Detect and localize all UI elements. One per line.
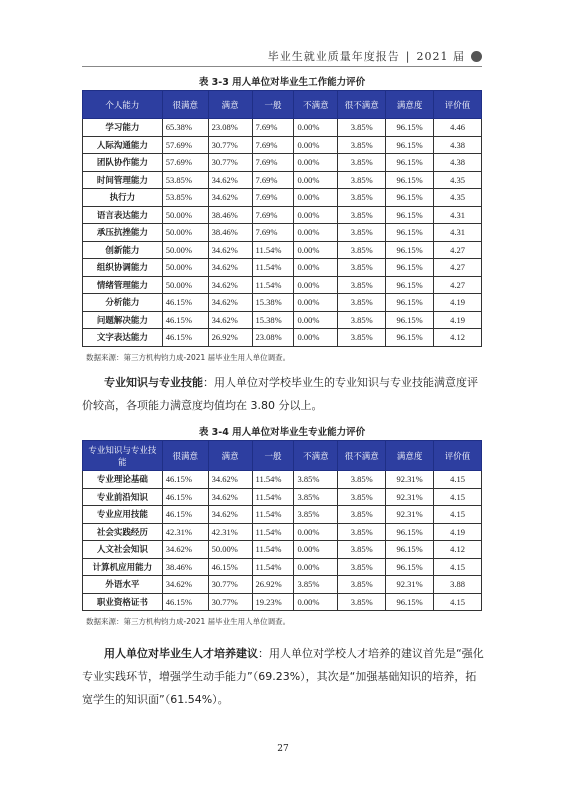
table-cell: 3.85% xyxy=(294,488,338,506)
table-cell: 96.15% xyxy=(386,189,434,207)
table-cell: 26.92% xyxy=(252,576,294,594)
table-cell: 7.69% xyxy=(252,189,294,207)
column-header: 满意 xyxy=(208,441,252,471)
table-cell: 53.85% xyxy=(162,171,208,189)
paragraph-training-suggestions xyxy=(82,642,486,711)
table-cell: 34.62% xyxy=(208,506,252,524)
table-cell: 92.31% xyxy=(386,576,434,594)
table-cell: 0.00% xyxy=(294,224,338,242)
table-cell: 0.00% xyxy=(294,311,338,329)
table-cell: 46.15% xyxy=(162,506,208,524)
table-row xyxy=(83,154,482,172)
table-cell: 11.54% xyxy=(252,471,294,489)
table2-caption: 表 3-4 用人单位对毕业生专业能力评价 xyxy=(198,427,366,438)
column-header: 专业知识与专业技能 xyxy=(83,441,163,471)
table-cell: 34.62% xyxy=(162,576,208,594)
row-label: 团队协作能力 xyxy=(83,154,163,172)
table2-source: 数据来源：第三方机构钧力成-2021 届毕业生用人单位调查。 xyxy=(86,617,291,626)
para2-text: ：用人单位对学校人才培养的建议首先是“强化专业实践环节，增强学生动手能力”（69.23%），其次是“加强基础知识的培养，拓宽学生的知识面”（61.54%）。 xyxy=(82,647,484,706)
table-cell: 92.31% xyxy=(386,488,434,506)
table-cell: 0.00% xyxy=(294,523,338,541)
table-cell: 50.00% xyxy=(162,241,208,259)
table-cell: 4.35 xyxy=(434,189,482,207)
para1-text: ：用人单位对学校毕业生的专业知识与专业技能满意度评价较高，各项能力满意度均值均在 3.80 分以上。 xyxy=(82,376,478,412)
table-cell: 4.31 xyxy=(434,224,482,242)
table-cell: 96.15% xyxy=(386,259,434,277)
table-cell: 7.69% xyxy=(252,224,294,242)
table-cell: 30.77% xyxy=(208,154,252,172)
table-cell: 92.31% xyxy=(386,506,434,524)
table-cell: 3.85% xyxy=(338,206,386,224)
table-cell: 4.27 xyxy=(434,259,482,277)
table-row xyxy=(83,329,482,347)
table-cell: 3.85% xyxy=(338,241,386,259)
table-row xyxy=(83,189,482,207)
table-cell: 38.46% xyxy=(208,224,252,242)
column-header: 很不满意 xyxy=(338,91,386,119)
para1-heading: 专业知识与专业技能 xyxy=(104,376,203,389)
table-cell: 3.85% xyxy=(338,593,386,611)
table-cell: 96.15% xyxy=(386,171,434,189)
table-cell: 46.15% xyxy=(208,558,252,576)
table-cell: 96.15% xyxy=(386,523,434,541)
table-cell: 0.00% xyxy=(294,593,338,611)
table-cell: 4.15 xyxy=(434,506,482,524)
table-row xyxy=(83,171,482,189)
report-year: 2021 届 xyxy=(416,50,465,63)
work-ability-table xyxy=(82,90,482,347)
column-header: 不满意 xyxy=(294,91,338,119)
table1-source: 数据来源：第三方机构钧力成-2021 届毕业生用人单位调查。 xyxy=(86,353,291,362)
table-cell: 4.19 xyxy=(434,523,482,541)
table-cell: 4.35 xyxy=(434,171,482,189)
table-cell: 3.85% xyxy=(338,276,386,294)
table-cell: 30.77% xyxy=(208,136,252,154)
table-cell: 3.85% xyxy=(338,311,386,329)
table-cell: 4.15 xyxy=(434,471,482,489)
table1-caption: 表 3-3 用人单位对毕业生工作能力评价 xyxy=(198,77,366,88)
table-row xyxy=(83,294,482,312)
row-label: 创新能力 xyxy=(83,241,163,259)
table-cell: 3.85% xyxy=(338,506,386,524)
table-cell: 0.00% xyxy=(294,206,338,224)
header-separator: | xyxy=(405,49,411,63)
table-cell: 96.15% xyxy=(386,119,434,137)
table-cell: 7.69% xyxy=(252,136,294,154)
table-cell: 7.69% xyxy=(252,154,294,172)
table-cell: 4.46 xyxy=(434,119,482,137)
table-cell: 38.46% xyxy=(208,206,252,224)
table-cell: 53.85% xyxy=(162,189,208,207)
professional-ability-table xyxy=(82,440,482,611)
row-label: 语言表达能力 xyxy=(83,206,163,224)
row-label: 时间管理能力 xyxy=(83,171,163,189)
table-cell: 4.31 xyxy=(434,206,482,224)
page-number: 27 xyxy=(277,744,289,754)
report-title: 毕业生就业质量年度报告 xyxy=(267,50,400,63)
row-label: 承压抗挫能力 xyxy=(83,224,163,242)
row-label: 职业资格证书 xyxy=(83,593,163,611)
table-cell: 34.62% xyxy=(208,311,252,329)
table-cell: 38.46% xyxy=(162,558,208,576)
row-label: 社会实践经历 xyxy=(83,523,163,541)
table-cell: 96.15% xyxy=(386,558,434,576)
table-cell: 34.62% xyxy=(162,541,208,559)
para2-heading: 用人单位对毕业生人才培养建议 xyxy=(104,647,258,660)
table-row xyxy=(83,541,482,559)
column-header: 满意度 xyxy=(386,91,434,119)
table-cell: 96.15% xyxy=(386,294,434,312)
table-cell: 0.00% xyxy=(294,541,338,559)
table-cell: 46.15% xyxy=(162,488,208,506)
row-label: 问题解决能力 xyxy=(83,311,163,329)
table-row xyxy=(83,558,482,576)
table-cell: 34.62% xyxy=(208,189,252,207)
table-row xyxy=(83,311,482,329)
table-cell: 11.54% xyxy=(252,241,294,259)
table-cell: 3.88 xyxy=(434,576,482,594)
table-row xyxy=(83,136,482,154)
table-cell: 23.08% xyxy=(208,119,252,137)
table-cell: 96.15% xyxy=(386,241,434,259)
table-cell: 3.85% xyxy=(338,294,386,312)
table-cell: 92.31% xyxy=(386,471,434,489)
table-cell: 0.00% xyxy=(294,294,338,312)
row-label: 计算机应用能力 xyxy=(83,558,163,576)
table-cell: 15.38% xyxy=(252,294,294,312)
table-cell: 34.62% xyxy=(208,171,252,189)
table-cell: 0.00% xyxy=(294,136,338,154)
table-cell: 3.85% xyxy=(338,329,386,347)
row-label: 人文社会知识 xyxy=(83,541,163,559)
table-cell: 3.85% xyxy=(338,259,386,277)
row-label: 专业前沿知识 xyxy=(83,488,163,506)
table-cell: 4.19 xyxy=(434,311,482,329)
row-label: 分析能力 xyxy=(83,294,163,312)
table-cell: 34.62% xyxy=(208,471,252,489)
table-row xyxy=(83,119,482,137)
table-cell: 96.15% xyxy=(386,593,434,611)
table-cell: 96.15% xyxy=(386,206,434,224)
table-row xyxy=(83,259,482,277)
table-cell: 3.85% xyxy=(338,558,386,576)
table-cell: 50.00% xyxy=(162,206,208,224)
row-label: 情绪管理能力 xyxy=(83,276,163,294)
column-header: 一般 xyxy=(252,441,294,471)
row-label: 学习能力 xyxy=(83,119,163,137)
table-cell: 3.85% xyxy=(294,471,338,489)
table-row xyxy=(83,276,482,294)
table-cell: 50.00% xyxy=(162,224,208,242)
column-header: 满意 xyxy=(208,91,252,119)
column-header: 一般 xyxy=(252,91,294,119)
table-cell: 3.85% xyxy=(338,119,386,137)
table-cell: 0.00% xyxy=(294,259,338,277)
column-header: 很不满意 xyxy=(338,441,386,471)
column-header: 很满意 xyxy=(162,91,208,119)
table-cell: 0.00% xyxy=(294,154,338,172)
table-cell: 30.77% xyxy=(208,576,252,594)
table-cell: 19.23% xyxy=(252,593,294,611)
table-cell: 4.15 xyxy=(434,593,482,611)
table-cell: 34.62% xyxy=(208,241,252,259)
table-cell: 4.12 xyxy=(434,329,482,347)
table-cell: 4.19 xyxy=(434,294,482,312)
table-cell: 46.15% xyxy=(162,593,208,611)
table-cell: 50.00% xyxy=(162,259,208,277)
table-cell: 23.08% xyxy=(252,329,294,347)
row-label: 专业应用技能 xyxy=(83,506,163,524)
paragraph-professional-skills xyxy=(82,371,486,417)
table-cell: 3.85% xyxy=(294,506,338,524)
row-label: 组织协调能力 xyxy=(83,259,163,277)
table-cell: 11.54% xyxy=(252,488,294,506)
table-cell: 57.69% xyxy=(162,154,208,172)
table-cell: 46.15% xyxy=(162,329,208,347)
table-cell: 0.00% xyxy=(294,276,338,294)
table-cell: 96.15% xyxy=(386,276,434,294)
table-cell: 34.62% xyxy=(208,294,252,312)
header-rule xyxy=(82,66,482,67)
table-cell: 96.15% xyxy=(386,224,434,242)
table-cell: 3.85% xyxy=(338,488,386,506)
table-row xyxy=(83,488,482,506)
table-cell: 11.54% xyxy=(252,558,294,576)
table-cell: 57.69% xyxy=(162,136,208,154)
column-header: 很满意 xyxy=(162,441,208,471)
table-cell: 0.00% xyxy=(294,171,338,189)
table-cell: 7.69% xyxy=(252,171,294,189)
table-cell: 96.15% xyxy=(386,311,434,329)
table-cell: 4.27 xyxy=(434,276,482,294)
row-label: 人际沟通能力 xyxy=(83,136,163,154)
table-cell: 11.54% xyxy=(252,523,294,541)
table-cell: 96.15% xyxy=(386,136,434,154)
table-cell: 4.12 xyxy=(434,541,482,559)
column-header: 评价值 xyxy=(434,441,482,471)
table-cell: 34.62% xyxy=(208,488,252,506)
table-row xyxy=(83,241,482,259)
table-cell: 96.15% xyxy=(386,329,434,347)
table-cell: 50.00% xyxy=(208,541,252,559)
table-cell: 11.54% xyxy=(252,541,294,559)
table-cell: 11.54% xyxy=(252,259,294,277)
table-cell: 3.85% xyxy=(338,136,386,154)
table-cell: 46.15% xyxy=(162,471,208,489)
table-cell: 96.15% xyxy=(386,154,434,172)
table-cell: 42.31% xyxy=(162,523,208,541)
table-cell: 3.85% xyxy=(338,154,386,172)
table-cell: 96.15% xyxy=(386,541,434,559)
table-cell: 0.00% xyxy=(294,119,338,137)
table-cell: 26.92% xyxy=(208,329,252,347)
table-cell: 3.85% xyxy=(338,224,386,242)
row-label: 执行力 xyxy=(83,189,163,207)
table-cell: 3.85% xyxy=(338,171,386,189)
column-header: 不满意 xyxy=(294,441,338,471)
table-row xyxy=(83,576,482,594)
table-cell: 4.38 xyxy=(434,136,482,154)
table-row xyxy=(83,206,482,224)
table-cell: 3.85% xyxy=(338,523,386,541)
header-dot-icon xyxy=(471,51,482,62)
table-cell: 46.15% xyxy=(162,294,208,312)
table-cell: 7.69% xyxy=(252,206,294,224)
row-label: 专业理论基础 xyxy=(83,471,163,489)
table-cell: 3.85% xyxy=(294,576,338,594)
column-header: 评价值 xyxy=(434,91,482,119)
row-label: 外语水平 xyxy=(83,576,163,594)
table-cell: 50.00% xyxy=(162,276,208,294)
table-cell: 3.85% xyxy=(338,189,386,207)
table-cell: 30.77% xyxy=(208,593,252,611)
table-cell: 3.85% xyxy=(338,471,386,489)
table-cell: 42.31% xyxy=(208,523,252,541)
table-cell: 4.15 xyxy=(434,558,482,576)
table-row xyxy=(83,523,482,541)
table-cell: 0.00% xyxy=(294,189,338,207)
table-cell: 15.38% xyxy=(252,311,294,329)
table-cell: 34.62% xyxy=(208,276,252,294)
table-cell: 46.15% xyxy=(162,311,208,329)
table-cell: 11.54% xyxy=(252,506,294,524)
table-cell: 34.62% xyxy=(208,259,252,277)
column-header: 满意度 xyxy=(386,441,434,471)
table-cell: 4.15 xyxy=(434,488,482,506)
table-row xyxy=(83,224,482,242)
table-row xyxy=(83,506,482,524)
table-cell: 4.27 xyxy=(434,241,482,259)
table-cell: 0.00% xyxy=(294,558,338,576)
running-header xyxy=(268,48,482,64)
table-row xyxy=(83,593,482,611)
column-header: 个人能力 xyxy=(83,91,163,119)
table-cell: 3.85% xyxy=(338,541,386,559)
table-cell: 0.00% xyxy=(294,329,338,347)
row-label: 文字表达能力 xyxy=(83,329,163,347)
table-cell: 65.38% xyxy=(162,119,208,137)
table-cell: 7.69% xyxy=(252,119,294,137)
table-cell: 0.00% xyxy=(294,241,338,259)
table-cell: 3.85% xyxy=(338,576,386,594)
table-cell: 4.38 xyxy=(434,154,482,172)
table-cell: 11.54% xyxy=(252,276,294,294)
table-row xyxy=(83,471,482,489)
